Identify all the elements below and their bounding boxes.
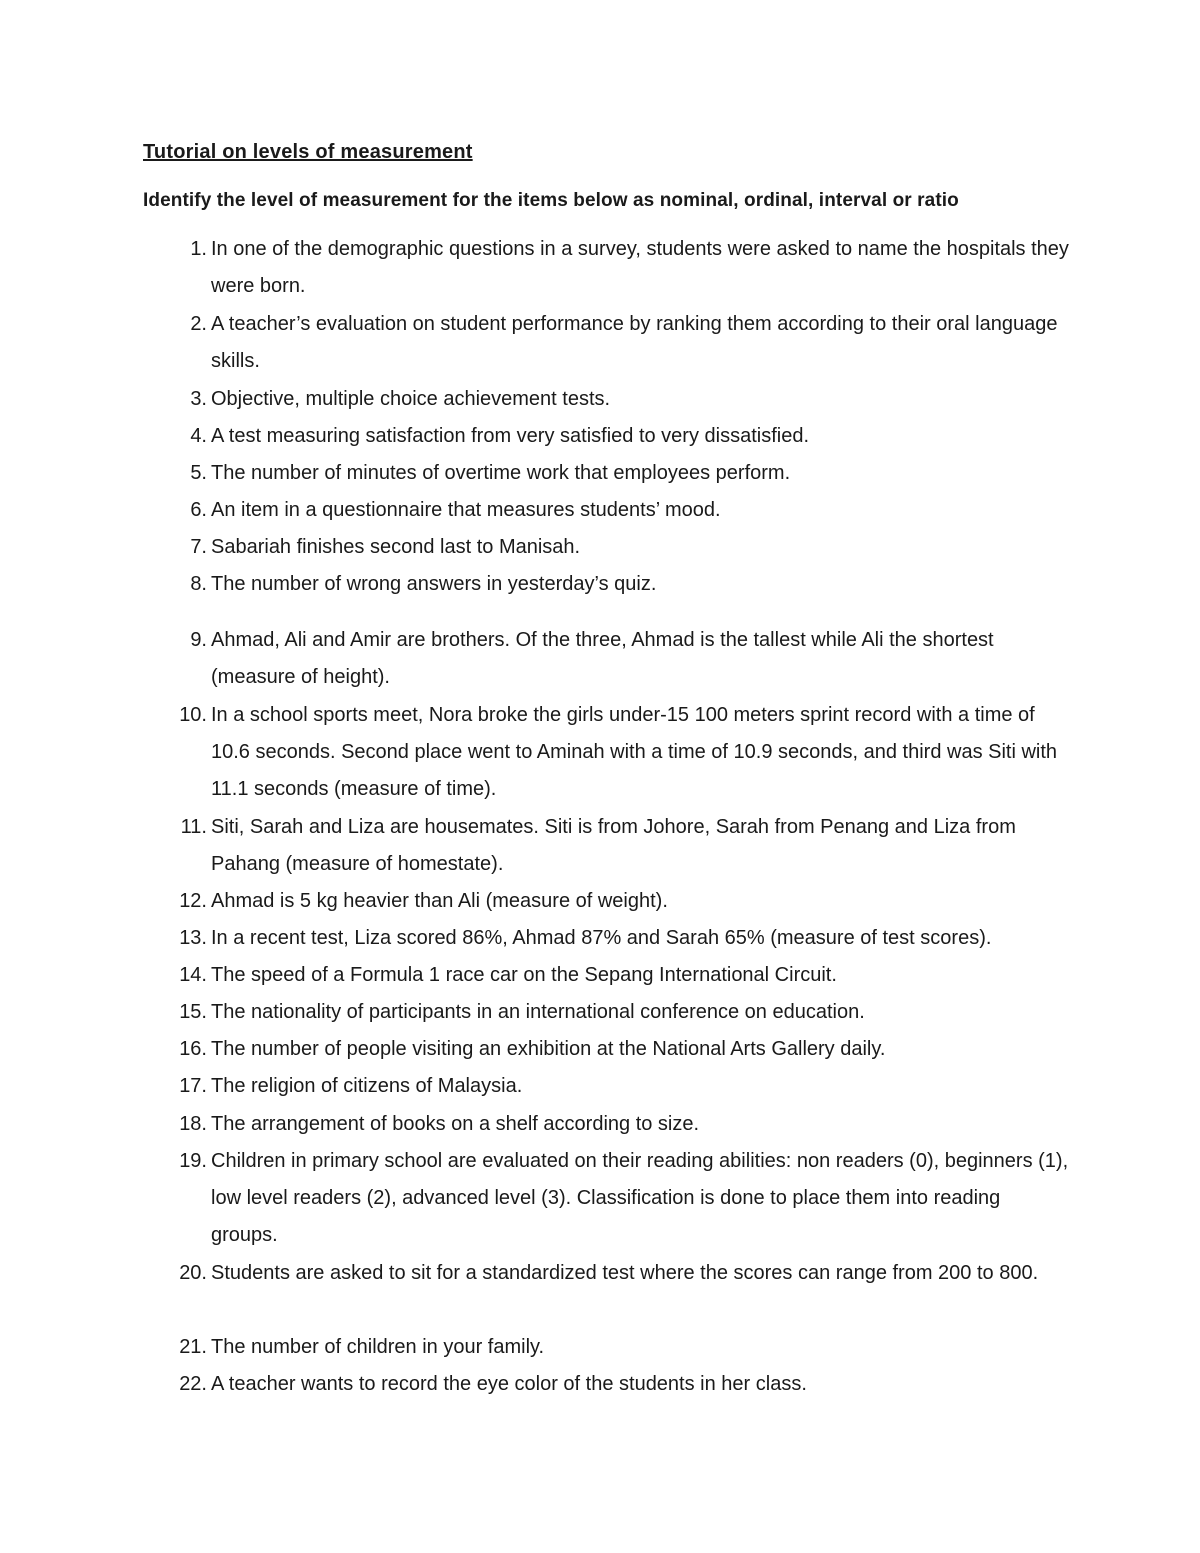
question-number: 19. xyxy=(179,1150,207,1172)
question-text: A test measuring satisfaction from very satisfied to very dissatisfied. xyxy=(211,425,810,447)
question-text: The number of wrong answers in yesterday’s quiz. xyxy=(211,573,657,595)
question-number: 3. xyxy=(190,388,207,410)
question-number: 22. xyxy=(179,1373,207,1395)
question-text: Siti, Sarah and Liza are housemates. Siti is from Johore, Sarah from Penang and Liza from Pahang (measure of homestate). xyxy=(211,816,1016,875)
question-number: 18. xyxy=(179,1113,207,1135)
question-number: 4. xyxy=(190,425,207,447)
question-number: 9. xyxy=(190,629,207,651)
question-text: In a school sports meet, Nora broke the girls under-15 100 meters sprint record with a time of 10.6 seconds. Second place went to Aminah with a time of 10.9 seconds, and third was Siti with 11.1 seconds (measure of time). xyxy=(211,704,1058,800)
question-text: Objective, multiple choice achievement tests. xyxy=(211,388,611,410)
question-text: In one of the demographic questions in a survey, students were asked to name the hospitals they were born. xyxy=(211,238,1069,297)
question-text: In a recent test, Liza scored 86%, Ahmad 87% and Sarah 65% (measure of test scores). xyxy=(211,927,992,949)
question-text: Students are asked to sit for a standardized test where the scores can range from 200 to 800. xyxy=(211,1262,1039,1284)
question-number: 20. xyxy=(179,1262,207,1284)
question-text: Sabariah finishes second last to Manisah. xyxy=(211,536,581,558)
question-text: The number of children in your family. xyxy=(211,1336,545,1358)
question-number: 15. xyxy=(179,1001,207,1023)
question-text: A teacher’s evaluation on student performance by ranking them according to their oral language skills. xyxy=(211,313,1058,372)
question-text: The number of people visiting an exhibition at the National Arts Gallery daily. xyxy=(211,1038,886,1060)
question-number: 10. xyxy=(179,704,207,726)
question-text: Children in primary school are evaluated on their reading abilities: non readers (0), beginners (1), low level readers (2), advanced level (3). Classification is done to place them into reading groups. xyxy=(211,1150,1069,1246)
question-text: The religion of citizens of Malaysia. xyxy=(211,1075,523,1097)
question-text: The speed of a Formula 1 race car on the Sepang International Circuit. xyxy=(211,964,837,986)
question-number: 12. xyxy=(179,890,207,912)
question-text: A teacher wants to record the eye color of the students in her class. xyxy=(211,1373,807,1395)
question-text: An item in a questionnaire that measures students’ mood. xyxy=(211,499,721,521)
question-number: 16. xyxy=(179,1038,207,1060)
question-number: 6. xyxy=(190,499,207,521)
question-number: 11. xyxy=(180,816,207,838)
document-title: Tutorial on levels of measurement xyxy=(143,141,473,163)
question-number: 17. xyxy=(179,1075,207,1097)
question-number: 7. xyxy=(190,536,207,558)
question-number: 1. xyxy=(190,238,207,260)
question-text: Ahmad is 5 kg heavier than Ali (measure of weight). xyxy=(211,890,668,912)
question-number: 2. xyxy=(190,313,207,335)
question-number: 5. xyxy=(190,462,207,484)
question-number: 13. xyxy=(179,927,207,949)
instruction-text: Identify the level of measurement for the items below as nominal, ordinal, interval or ratio xyxy=(143,190,959,211)
question-text: Ahmad, Ali and Amir are brothers. Of the three, Ahmad is the tallest while Ali the shortest (measure of height). xyxy=(211,629,994,688)
question-number: 14. xyxy=(179,964,207,986)
question-number: 8. xyxy=(190,573,207,595)
question-text: The arrangement of books on a shelf according to size. xyxy=(211,1113,700,1135)
question-text: The nationality of participants in an international conference on education. xyxy=(211,1001,865,1023)
question-number: 21. xyxy=(179,1336,207,1358)
question-text: The number of minutes of overtime work that employees perform. xyxy=(211,462,791,484)
